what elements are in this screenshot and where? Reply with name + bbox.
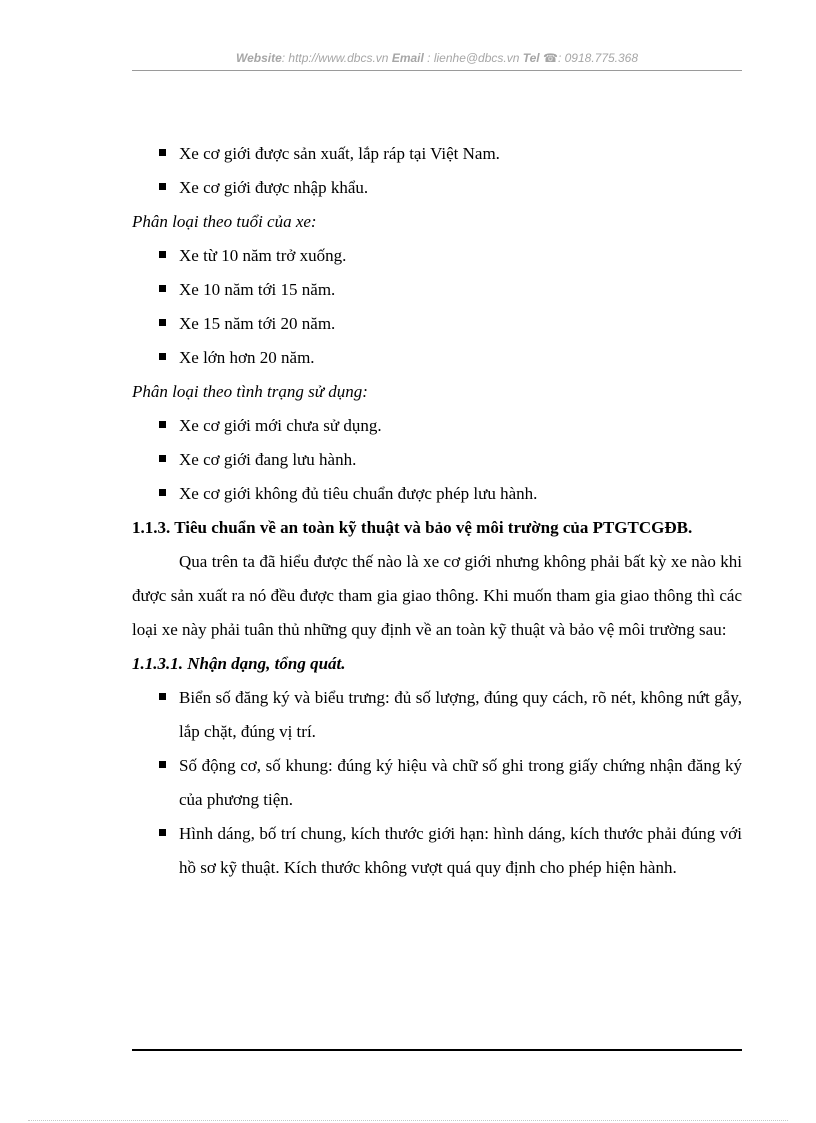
list-item-text: Xe 15 năm tới 20 năm.	[179, 314, 336, 333]
list-item	[132, 307, 742, 341]
phone-icon: ☎	[543, 51, 558, 65]
email-label: Email	[391, 51, 424, 65]
list-item-text: Xe cơ giới mới chưa sử dụng.	[179, 416, 382, 435]
bullet-square-icon	[159, 693, 166, 700]
bullet-square-icon	[159, 455, 166, 462]
list-item-text: Xe lớn hơn 20 năm.	[179, 348, 315, 367]
age-category-heading: Phân loại theo tuổi của xe:	[132, 212, 317, 231]
list-item	[132, 409, 742, 443]
list-item	[132, 341, 742, 375]
tel-label: Tel	[522, 51, 540, 65]
website-value: : http://www.dbcs.vn	[281, 51, 389, 65]
status-category-heading: Phân loại theo tình trạng sử dụng:	[132, 382, 368, 401]
bullet-square-icon	[159, 149, 166, 156]
tel-value: : 0918.775.368	[557, 51, 639, 65]
bullet-square-icon	[159, 829, 166, 836]
list-item-text: Xe cơ giới không đủ tiêu chuẩn được phép lưu hành.	[179, 484, 538, 503]
bullet-square-icon	[159, 761, 166, 768]
list-item	[132, 239, 742, 273]
intro-paragraph: Qua trên ta đã hiểu được thế nào là xe cơ giới nhưng không phải bất kỳ xe nào khi được sản xuất ra nó đều được tham gia giao thông. Khi muốn tham gia giao thông thì các loại xe này phải tuân thủ những quy định về an toàn kỹ thuật và bảo vệ môi trường sau:	[132, 552, 742, 639]
bullet-square-icon	[159, 319, 166, 326]
email-value: : lienhe@dbcs.vn	[427, 51, 520, 65]
list-item-text: Xe cơ giới được nhập khẩu.	[179, 178, 369, 197]
list-item-text: Xe cơ giới được sản xuất, lắp ráp tại Việt Nam.	[179, 144, 500, 163]
bullet-square-icon	[159, 489, 166, 496]
footer-divider	[132, 1049, 742, 1051]
list-item-text: Biển số đăng ký và biểu trưng: đủ số lượng, đúng quy cách, rõ nét, không nứt gẫy, lắp chặt, đúng vị trí.	[179, 688, 742, 741]
bullet-square-icon	[159, 285, 166, 292]
bullet-square-icon	[159, 421, 166, 428]
list-item	[132, 137, 742, 171]
list-item-text: Hình dáng, bố trí chung, kích thước giới hạn: hình dáng, kích thước phải đúng với hồ sơ kỹ thuật. Kích thước không vượt quá quy định cho phép hiện hành.	[179, 824, 742, 877]
section-heading: 1.1.3. Tiêu chuẩn về an toàn kỹ thuật và bảo vệ môi trường của PTGTCGĐB.	[132, 518, 693, 537]
list-item-text: Xe cơ giới đang lưu hành.	[179, 450, 357, 469]
list-item	[132, 817, 742, 885]
list-item	[132, 749, 742, 817]
list-item-text: Xe 10 năm tới 15 năm.	[179, 280, 336, 299]
website-label: Website	[235, 51, 282, 65]
list-item	[132, 443, 742, 477]
page-header	[132, 51, 742, 71]
list-item	[132, 477, 742, 511]
list-item	[132, 273, 742, 307]
list-item-text: Số động cơ, số khung: đúng ký hiệu và chữ số ghi trong giấy chứng nhận đăng ký của phương tiện.	[179, 756, 742, 809]
bullet-square-icon	[159, 353, 166, 360]
subsection-heading: 1.1.3.1. Nhận dạng, tổng quát.	[132, 654, 346, 673]
list-item-text: Xe từ 10 năm trở xuống.	[179, 246, 347, 265]
page-bottom-edge	[28, 1120, 788, 1121]
header-divider	[132, 70, 742, 71]
bullet-square-icon	[159, 183, 166, 190]
list-item	[132, 681, 742, 749]
list-item	[132, 171, 742, 205]
bullet-square-icon	[159, 251, 166, 258]
document-body	[132, 137, 742, 885]
